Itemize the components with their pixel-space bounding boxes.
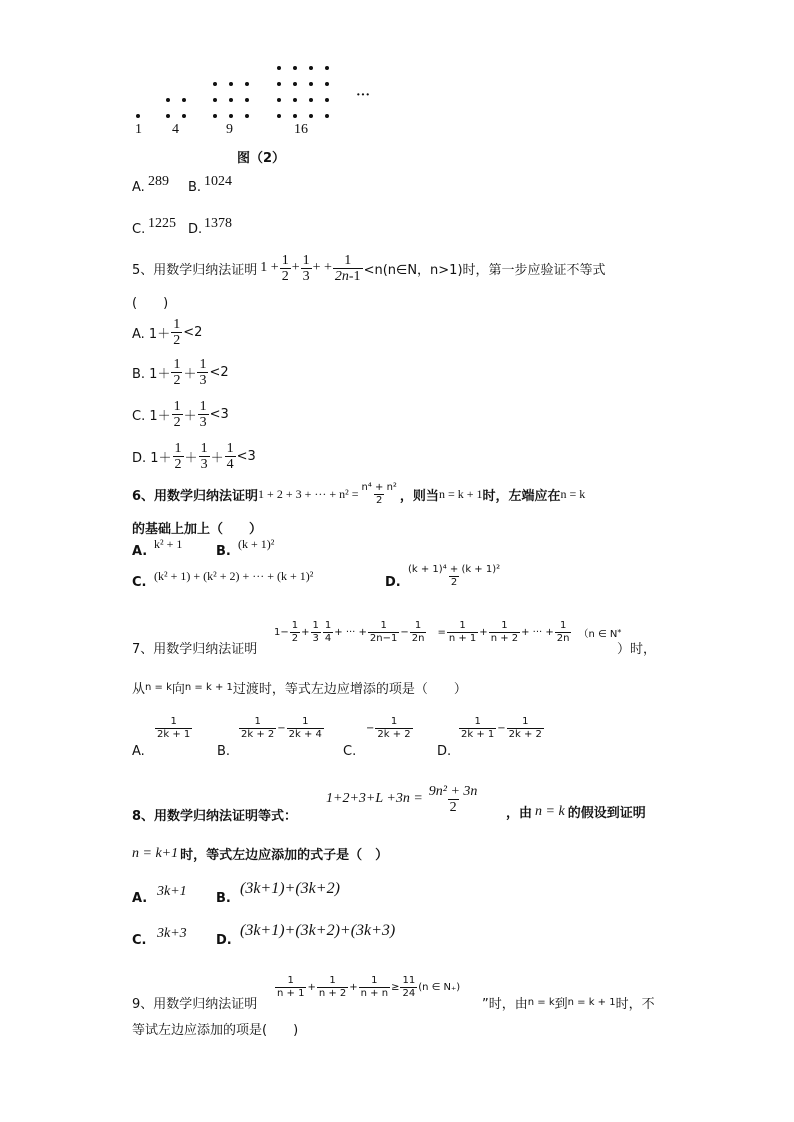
q6-option-c: (k² + 1) + (k² + 2) + ··· + (k + 1)² — [154, 569, 314, 583]
dot — [309, 82, 313, 86]
q7-line2-post: 过渡时，等式左边应增添的项是（ ） — [232, 682, 467, 697]
q8-stem-prefix: 8、用数学归纳法证明等式： — [132, 809, 298, 824]
q8-stem-suffix: 的假设到证明 — [567, 806, 646, 821]
dot — [245, 82, 249, 86]
fraction-1-3: $\frac{1}{3}$ — [302, 252, 310, 284]
q8-option-d-label: D. — [216, 933, 232, 948]
q7-line2-c1: n = k — [145, 682, 172, 693]
q5-stem-suffix: 时，第一步应验证不等式 — [462, 262, 606, 278]
dot — [136, 114, 140, 118]
figure-label-16: 16 — [294, 122, 308, 137]
dot — [182, 114, 186, 118]
option-d-value: 1378 — [204, 216, 232, 231]
q9-mid2: 到 — [554, 997, 568, 1012]
dot — [166, 98, 170, 102]
q8-expression: 1+2+3+L +3n = $\frac{\text{9n² + 3n}}{2}$ — [326, 783, 478, 815]
dot — [182, 98, 186, 102]
q5-option-c: C. 1＋ $\frac{1}{2}$ ＋ $\frac{1}{3}$ <3 — [132, 398, 229, 430]
q9-stem-mid: ”时，由 — [482, 997, 528, 1012]
q7-stem-suffix: ）时， — [617, 642, 657, 657]
dot — [277, 98, 281, 102]
q7-expression: 1− $\frac{1}{2}$ + $\frac{1}{3}$ $\frac{1}{4}$ + ··· + $\frac{1}{2n-1}$ − $\frac{1}{2n}$ = $\frac{1}{n + 1}$ + $\frac{1}{n + 2}$ + ··· + $\frac{1}{2n}$ （n ∈ N * — [274, 619, 622, 644]
dot — [293, 114, 297, 118]
q7-option-d: $\frac{1}{2k + 1}$ − $\frac{1}{2k + 2}$ — [461, 716, 542, 740]
dot — [229, 114, 233, 118]
q9-c2: n = k + 1 — [567, 997, 616, 1008]
q7-option-a: $\frac{1}{2k + 1}$ — [157, 716, 191, 740]
q5-expr-post: <n(n∈N，n>1) — [363, 262, 463, 278]
option-d-label: D. — [188, 222, 203, 237]
q6-line2: 的基础上加上（ ） — [132, 522, 263, 537]
q7-line2-c2: n = k + 1 — [184, 682, 233, 693]
q7-option-b-label: B. — [217, 744, 231, 759]
q8-stem-mid: ，由 — [506, 806, 533, 821]
dot — [166, 114, 170, 118]
q6-fraction: $\frac{\text{n⁴ + n²}}{2}$ — [361, 481, 397, 506]
q9-suffix: 时，不 — [615, 997, 655, 1012]
q9-stem-prefix: 9、用数学归纳法证明 — [132, 997, 258, 1012]
q5-stem-prefix: 5、用数学归纳法证明 — [132, 262, 258, 278]
figure-ellipsis: ··· — [356, 88, 371, 103]
q8-option-b-label: B. — [216, 891, 231, 906]
q6-option-b-label: B. — [216, 544, 231, 559]
q6-option-a-label: A. — [132, 544, 148, 559]
q8-option-c: 3k+3 — [157, 926, 187, 941]
option-c-value: 1225 — [148, 216, 176, 231]
dot — [325, 66, 329, 70]
q7-option-a-label: A. — [132, 744, 145, 759]
q8-option-c-label: C. — [132, 933, 147, 948]
fraction-1-2: $\frac{1}{2}$ — [281, 252, 289, 284]
q8-cond1: n = k — [535, 803, 565, 819]
option-a-value: 289 — [148, 174, 169, 189]
q6-stem-expr: 1 + 2 + 3 + ··· + n² = — [258, 486, 359, 501]
dot — [309, 114, 313, 118]
dot — [277, 82, 281, 86]
dot — [213, 82, 217, 86]
q7-option-c: − $\frac{1}{2k + 2}$ — [366, 716, 411, 740]
dot — [213, 98, 217, 102]
q5-expr-pre: 1 + — [260, 260, 279, 275]
q8-option-d: (3k+1)+(3k+2)+(3k+3) — [240, 922, 396, 939]
q8-option-a-label: A. — [132, 891, 148, 906]
q6-stem-mid: ，则当 — [399, 488, 439, 504]
q9-c1: n = k — [527, 997, 555, 1008]
dot — [309, 66, 313, 70]
q6-option-a: k² + 1 — [154, 537, 183, 551]
q7-rhs-tail: （n ∈ N — [578, 628, 618, 640]
dot — [325, 98, 329, 102]
dot — [325, 114, 329, 118]
dot — [229, 82, 233, 86]
option-b-value: 1024 — [204, 174, 232, 189]
figure-caption: 图（2） — [237, 151, 286, 166]
q6-cond2: n = k — [560, 486, 586, 501]
dot — [229, 98, 233, 102]
q8-option-a: 3k+1 — [157, 884, 187, 899]
q7-line2-pre: 从 — [132, 682, 146, 697]
dot — [293, 66, 297, 70]
dot — [325, 82, 329, 86]
fraction-1-2n-1: $\frac{1}{2n-1}$ — [334, 252, 361, 284]
q5-option-b: B. 1＋ $\frac{1}{2}$ ＋ $\frac{1}{3}$ <2 — [132, 356, 229, 388]
q7-option-c-label: C. — [343, 744, 357, 759]
option-b-label: B. — [188, 180, 202, 195]
q5-option-d: D. 1＋ $\frac{1}{2}$ ＋ $\frac{1}{3}$ ＋ $\frac{1}{4}$ <3 — [132, 440, 256, 472]
figure-label-1: 1 — [135, 122, 142, 137]
figure-label-9: 9 — [226, 122, 233, 137]
q5-paren: ( ) — [132, 296, 169, 311]
q6-option-c-label: C. — [132, 575, 147, 590]
q5-option-a: A. 1＋ $\frac{1}{2}$ <2 — [132, 316, 203, 348]
q8-line2-post: 时，等式左边应添加的式子是（ ） — [180, 848, 389, 863]
dot — [277, 66, 281, 70]
q6-stem-prefix: 6、用数学归纳法证明 — [132, 488, 259, 504]
dot — [293, 98, 297, 102]
dot — [245, 98, 249, 102]
q6-option-b: (k + 1)² — [238, 537, 275, 551]
q7-line2-mid: 向 — [171, 682, 185, 697]
option-c-label: C. — [132, 222, 146, 237]
q6-stem-mid2: 时，左端应在 — [482, 488, 561, 504]
q6-option-d-label: D. — [385, 575, 401, 590]
dot — [309, 98, 313, 102]
q7-option-d-label: D. — [437, 744, 452, 759]
q6-cond1: n = k + 1 — [438, 486, 483, 501]
q7-option-b: $\frac{1}{2k + 2}$ − $\frac{1}{2k + 4}$ — [241, 716, 322, 740]
q7-stem-prefix: 7、用数学归纳法证明 — [132, 642, 258, 657]
q9-line2: 等试左边应添加的项是( ) — [132, 1023, 299, 1038]
dot — [213, 114, 217, 118]
q8-line2-cond: n = k+1 — [132, 845, 179, 861]
dot — [277, 114, 281, 118]
option-a-label: A. — [132, 180, 145, 195]
figure-label-4: 4 — [172, 122, 179, 137]
dot — [245, 114, 249, 118]
q6-option-d-fraction: $\frac{\text{(k + 1)⁴ + (k + 1)²}}{2}$ — [408, 564, 501, 588]
q8-option-b: (3k+1)+(3k+2) — [240, 880, 340, 897]
dot — [293, 82, 297, 86]
q9-expression: $\frac{1}{n + 1}$ + $\frac{1}{n + 2}$ + $\frac{1}{n + n}$ ≥ $\frac{11}{24}$ (n ∈ N₊) — [277, 974, 461, 999]
